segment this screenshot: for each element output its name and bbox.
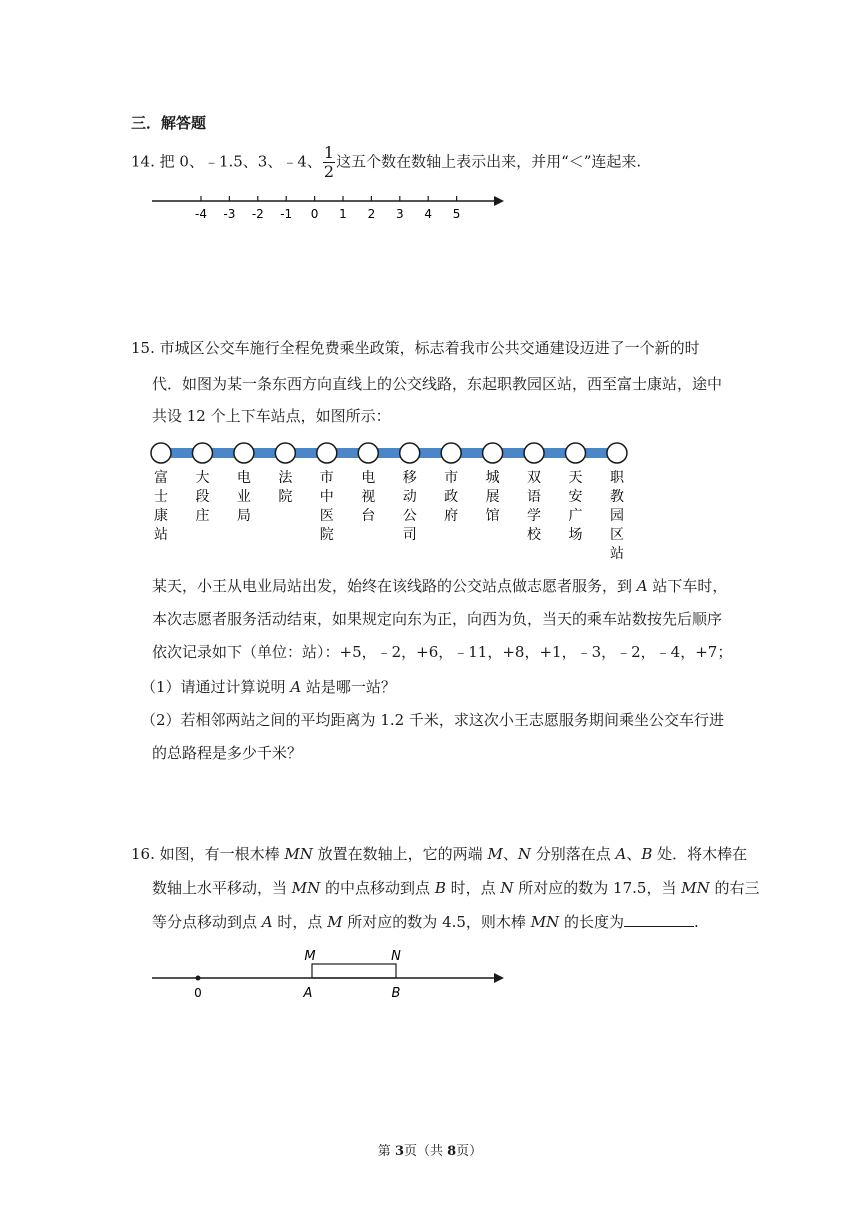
q15-sub-2-line-1: （2）若相邻两站之间的平均距离为 1.2 千米，求这次小王志愿服务期间乘坐公交车行进	[141, 711, 724, 729]
q14-tick-label: 2	[367, 207, 376, 221]
q16-l2-B: B	[434, 879, 446, 897]
q16-l1-m: M	[487, 845, 503, 863]
q16-line-1	[131, 843, 747, 864]
footer-a: 第	[377, 1144, 395, 1159]
station-label: 医	[319, 508, 334, 524]
page-footer	[0, 1140, 860, 1159]
q14-fraction	[323, 145, 335, 180]
q14-number-line	[0, 180, 860, 230]
q15-para-1a: 某天，小王从电业局站出发，始终在该线路的公交站点做志愿者服务，到	[152, 577, 637, 595]
q16-l1-a: 如图，有一根木棒	[159, 845, 285, 863]
station-label: 司	[402, 527, 417, 543]
station-label: 段	[195, 489, 210, 505]
station-label: 局	[236, 508, 251, 524]
q14-tick-label: 1	[339, 207, 347, 221]
q16-l3-mn: MN	[530, 913, 560, 931]
origin-label: 0	[194, 986, 202, 1000]
q15-para-1b: 站下车时，	[647, 577, 728, 595]
station-circle	[524, 443, 544, 463]
station-circle	[483, 443, 503, 463]
label-m: M	[304, 949, 316, 964]
station-label: 电	[361, 470, 376, 486]
station-label: 移	[402, 470, 417, 486]
bus-route-diagram	[0, 435, 860, 565]
q16-l1-d: 分别落在点	[530, 845, 616, 863]
station-label: 馆	[485, 508, 500, 524]
q16-line-3	[152, 911, 699, 932]
q15-line-3: 共设 12 个上下车站点，如图所示：	[152, 407, 391, 425]
station-label: 站	[154, 527, 168, 543]
station-label: 区	[609, 527, 624, 543]
station-label: 双	[527, 470, 542, 486]
q15-sub-1b: 站是哪一站？	[301, 678, 396, 696]
station-circle	[151, 443, 171, 463]
station-label: 场	[568, 527, 583, 543]
q15-var-a: A	[636, 577, 648, 595]
q16-axis-arrow	[494, 973, 504, 983]
station-label: 电	[236, 470, 251, 486]
station-label: 院	[278, 489, 293, 505]
station-label: 市	[444, 470, 459, 486]
origin-dot	[196, 976, 201, 981]
q16-l1-f: 处．将木棒在	[652, 845, 748, 863]
footer-b: 页（共	[403, 1144, 448, 1159]
q16-l3-a: 等分点移动到点	[152, 913, 262, 931]
q16-stick-diagram	[0, 940, 860, 1005]
station-label: 政	[444, 489, 459, 505]
station-label: 展	[485, 489, 500, 505]
q14-frac-denominator: 2	[323, 162, 335, 181]
q15-sub-2-line-2: 的总路程是多少千米？	[152, 744, 303, 762]
q15-line-2: 代．如图为某一条东西方向直线上的公交线路，东起职教园区站，西至富士康站，途中	[152, 375, 723, 393]
station-circle	[566, 443, 586, 463]
q14-tick-label: 0	[310, 207, 319, 221]
q14-tick-label: 4	[424, 207, 433, 221]
q14-tick-label: -3	[223, 207, 236, 221]
answer-blank[interactable]	[624, 912, 694, 927]
station-label: 康	[154, 508, 168, 524]
q15-para-line-1	[152, 575, 727, 596]
station-label: 大	[195, 470, 210, 486]
q16-l3-c: 所对应的数为 4.5，则木棒	[342, 913, 531, 931]
q16-l2-a: 数轴上水平移动，当	[152, 879, 292, 897]
q16-l3-M: M	[327, 913, 343, 931]
q16-l1-B: B	[641, 845, 653, 863]
station-label: 校	[527, 527, 542, 543]
footer-c: 页）	[456, 1144, 483, 1159]
q15-line-1-text: 市城区公交车施行全程免费乘坐政策，标志着我市公共交通建设迈进了一个新的时	[159, 339, 700, 357]
q15-line-1	[131, 337, 700, 358]
station-label: 安	[568, 489, 583, 505]
station-label: 语	[527, 489, 542, 505]
q16-number: 16.	[131, 845, 155, 863]
station-label: 站	[609, 546, 624, 562]
q16-l2-c: 时，点	[445, 879, 501, 897]
q14-number: 14.	[131, 152, 155, 171]
footer-page-number: 3	[394, 1144, 404, 1159]
q16-l2-mn: MN	[291, 879, 321, 897]
footer-total-pages: 8	[447, 1144, 457, 1159]
q16-l1-n: N	[517, 845, 531, 863]
q15-para-line-2: 本次志愿者服务活动结束，如果规定向东为正，向西为负，当天的乘车站数按先后顺序	[152, 610, 723, 628]
station-circle	[607, 443, 627, 463]
station-circle	[317, 443, 337, 463]
station-label: 府	[444, 508, 459, 524]
station-circle	[358, 443, 378, 463]
q14-tick-label: -1	[280, 207, 293, 221]
q14-tick-label: -4	[195, 207, 207, 221]
q14-text	[131, 145, 641, 180]
stick-mn	[312, 964, 396, 978]
station-label: 职	[609, 470, 624, 486]
station-label: 公	[402, 508, 417, 524]
q16-l1-A: A	[615, 845, 627, 863]
label-b: B	[391, 986, 401, 1001]
station-label: 动	[402, 489, 417, 505]
q14-tick-label: 3	[395, 207, 404, 221]
q16-l1-c: 、	[502, 845, 518, 863]
station-label: 法	[278, 470, 293, 486]
station-circle	[192, 443, 212, 463]
station-label: 庄	[195, 508, 210, 524]
bus-route-line	[161, 448, 617, 458]
station-label: 教	[609, 489, 624, 505]
station-circle	[234, 443, 254, 463]
q16-l3-d: 的长度为	[559, 913, 624, 931]
q16-l1-b: 放置在数轴上，它的两端	[312, 845, 488, 863]
label-n: N	[391, 949, 401, 964]
station-label: 园	[609, 508, 624, 524]
section-title: 三．解答题	[131, 114, 207, 132]
station-label: 广	[568, 508, 583, 524]
q16-l3-end: .	[693, 913, 699, 931]
station-label: 院	[319, 527, 334, 543]
station-circle	[400, 443, 420, 463]
q16-l1-mn: MN	[284, 845, 313, 863]
station-label: 天	[568, 470, 583, 486]
station-circle	[275, 443, 295, 463]
q16-l2-N: N	[500, 879, 514, 897]
q14-text-before: 把 0、﹣1.5、3、﹣4、	[159, 152, 322, 171]
q16-l2-d: 所对应的数为 17.5，当	[513, 879, 682, 897]
station-label: 士	[154, 489, 168, 505]
q15-para-line-3: 依次记录如下（单位：站）：+5，﹣2，+6，﹣11，+8，+1，﹣3，﹣2，﹣4，+7；	[152, 643, 733, 661]
station-label: 业	[236, 489, 251, 505]
q14-axis-arrow	[494, 196, 504, 206]
label-a: A	[303, 986, 313, 1001]
q16-l2-e: 的右三	[709, 879, 760, 897]
q16-line-2	[152, 877, 760, 898]
q14-tick-label: -2	[251, 207, 264, 221]
q14-tick-label: 5	[452, 207, 461, 221]
q16-l3-A: A	[261, 913, 273, 931]
station-label: 城	[485, 470, 500, 486]
station-label: 学	[527, 508, 542, 524]
q15-number: 15.	[131, 339, 155, 357]
q16-l1-e: 、	[626, 845, 642, 863]
q15-sub-1	[141, 676, 396, 697]
station-circle	[441, 443, 461, 463]
station-label: 视	[361, 489, 376, 505]
q14-frac-numerator: 1	[323, 143, 335, 162]
q15-sub-1-var: A	[290, 678, 302, 696]
station-label: 富	[154, 470, 168, 486]
q16-l2-b: 的中点移动到点	[320, 879, 435, 897]
station-label: 市	[319, 470, 334, 486]
station-label: 台	[361, 508, 376, 524]
q16-l3-b: 时，点	[272, 913, 328, 931]
q16-l2-mn2: MN	[681, 879, 710, 897]
q15-sub-1a: （1）请通过计算说明	[141, 678, 291, 696]
q14-text-after: 这五个数在数轴上表示出来，并用“＜”连起来.	[336, 152, 642, 171]
station-label: 中	[319, 489, 334, 505]
